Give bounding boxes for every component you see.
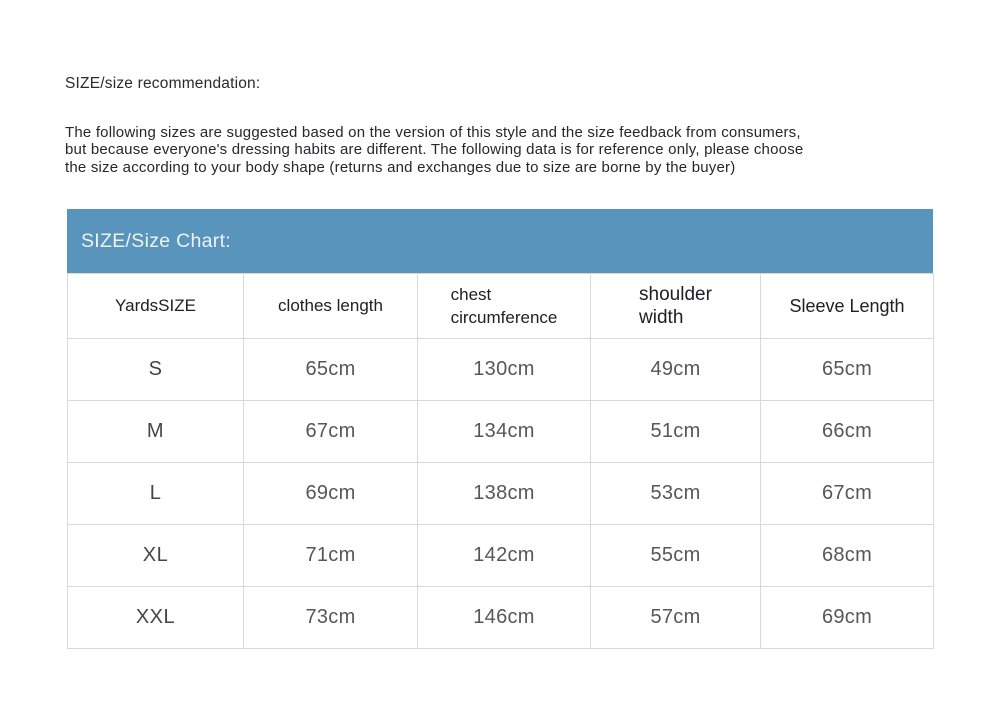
size-label: L <box>68 463 244 525</box>
size-chart-table <box>67 273 934 649</box>
clothes-length-value: 73cm <box>244 587 418 649</box>
column-header-shoulder-width <box>591 274 761 339</box>
size-label: XL <box>68 525 244 587</box>
shoulder-width-value: 51cm <box>591 401 761 463</box>
size-label: XXL <box>68 587 244 649</box>
size-label: M <box>68 401 244 463</box>
column-header-sleeve-length: Sleeve Length <box>761 274 934 339</box>
clothes-length-value: 69cm <box>244 463 418 525</box>
shoulder-width-value: 57cm <box>591 587 761 649</box>
chest-circumference-value: 146cm <box>418 587 591 649</box>
header-line: width <box>639 307 684 328</box>
chest-circumference-value: 134cm <box>418 401 591 463</box>
chest-circumference-value: 130cm <box>418 339 591 401</box>
table-row-s <box>68 339 934 401</box>
header-line: circumference <box>450 308 558 327</box>
size-chart-header-bar <box>67 209 933 273</box>
clothes-length-value: 65cm <box>244 339 418 401</box>
chest-circumference-value: 138cm <box>418 463 591 525</box>
size-label: S <box>68 339 244 401</box>
clothes-length-value: 67cm <box>244 401 418 463</box>
column-header-clothes-length: clothes length <box>244 274 418 339</box>
sleeve-length-value: 65cm <box>761 339 934 401</box>
table-row-xxl <box>68 587 934 649</box>
sleeve-length-value: 68cm <box>761 525 934 587</box>
column-header-size: YardsSIZE <box>68 274 244 339</box>
clothes-length-value: 71cm <box>244 525 418 587</box>
page-title: SIZE/size recommendation: <box>65 75 261 92</box>
table-header-row <box>68 274 934 339</box>
intro-line: but because everyone's dressing habits are different. The following data is for reference only, please choose <box>65 141 804 159</box>
sleeve-length-value: 67cm <box>761 463 934 525</box>
size-recommendation-text <box>65 124 945 176</box>
header-line: chest <box>450 285 492 304</box>
table-row-xl <box>68 525 934 587</box>
sleeve-length-value: 69cm <box>761 587 934 649</box>
sleeve-length-value: 66cm <box>761 401 934 463</box>
shoulder-width-value: 53cm <box>591 463 761 525</box>
chest-circumference-value: 142cm <box>418 525 591 587</box>
intro-line: the size according to your body shape (returns and exchanges due to size are borne by the buyer) <box>65 158 736 176</box>
intro-line: The following sizes are suggested based on the version of this style and the size feedback from consumers, <box>65 124 801 141</box>
size-chart-title: SIZE/Size Chart: <box>81 229 232 252</box>
shoulder-width-value: 55cm <box>591 525 761 587</box>
table-row-m <box>68 401 934 463</box>
shoulder-width-value: 49cm <box>591 339 761 401</box>
column-header-chest-circumference <box>418 274 591 339</box>
header-line: shoulder <box>639 284 712 305</box>
table-row-l <box>68 463 934 525</box>
